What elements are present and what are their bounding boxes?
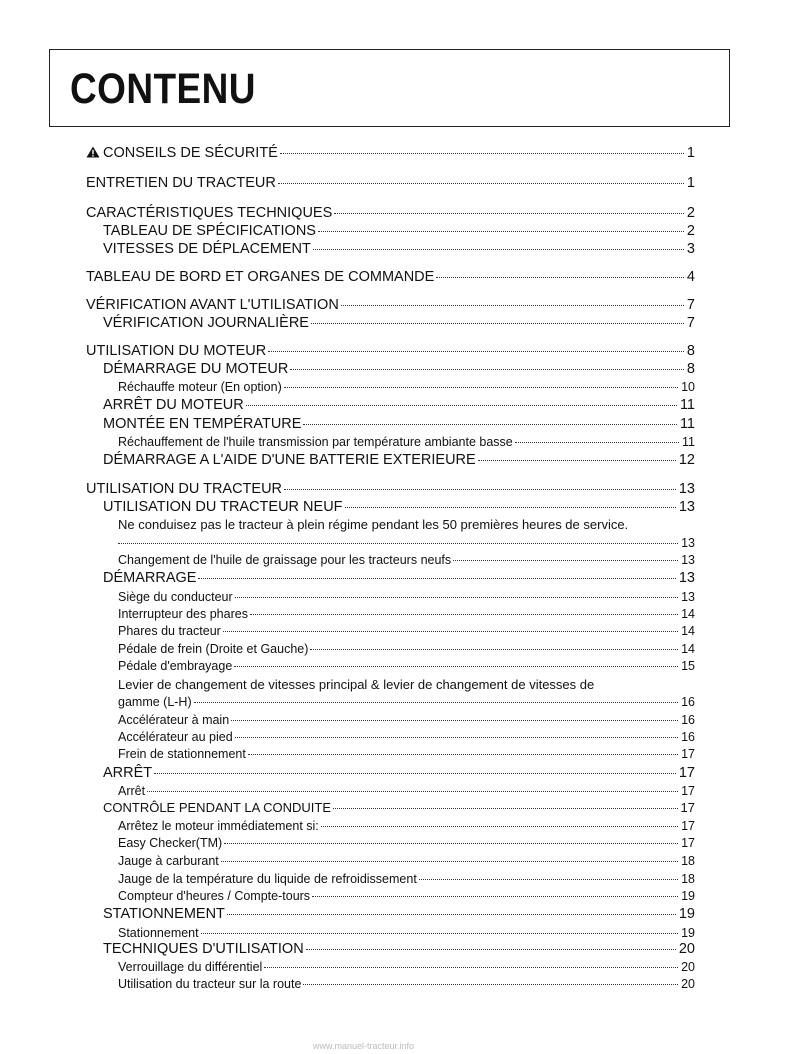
toc-entry-label: STATIONNEMENT	[103, 906, 225, 922]
toc-entry-label: ARRÊT DU MOTEUR	[103, 397, 244, 413]
toc-entry[interactable]	[86, 145, 695, 161]
dot-leader	[284, 387, 678, 388]
dot-leader	[333, 808, 678, 809]
toc-entry[interactable]	[118, 624, 695, 638]
toc-entry-label: Phares du tracteur	[118, 624, 221, 638]
toc-entry-label: DÉMARRAGE A L'AIDE D'UNE BATTERIE EXTERIEURE	[103, 452, 476, 468]
toc-entry[interactable]	[118, 713, 695, 727]
toc-entry-label: VÉRIFICATION AVANT L'UTILISATION	[86, 297, 339, 313]
toc-entry-label: Réchauffe moteur (En option)	[118, 380, 282, 394]
toc-page-number: 14	[681, 607, 695, 621]
toc-entry[interactable]	[118, 926, 695, 940]
toc-entry-label: TABLEAU DE BORD ET ORGANES DE COMMANDE	[86, 269, 435, 285]
toc-entry-label: Verrouillage du différentiel	[118, 960, 263, 974]
toc-entry[interactable]	[118, 836, 695, 850]
toc-entry[interactable]	[86, 481, 695, 497]
toc-page-number: 20	[678, 941, 695, 957]
toc-entry-label: UTILISATION DU MOTEUR	[86, 343, 267, 359]
dot-leader	[280, 153, 684, 154]
toc-page-number: 10	[681, 380, 695, 394]
toc-entry[interactable]	[118, 380, 695, 394]
toc-page-number: 19	[681, 926, 695, 940]
toc-entry[interactable]	[118, 819, 695, 833]
toc-entry[interactable]	[118, 784, 695, 798]
toc-page-number: 13	[681, 536, 695, 550]
toc-entry[interactable]	[103, 223, 695, 239]
dot-leader	[235, 737, 678, 738]
dot-leader	[341, 305, 684, 306]
toc-entry[interactable]	[86, 205, 695, 221]
dot-leader	[250, 614, 678, 615]
toc-entry[interactable]	[86, 343, 695, 359]
dot-leader	[306, 949, 676, 950]
toc-entry[interactable]	[103, 397, 695, 413]
toc-entry-label: TECHNIQUES D'UTILISATION	[103, 941, 304, 957]
dot-leader	[310, 649, 678, 650]
toc-entry-label: Utilisation du tracteur sur la route	[118, 977, 302, 991]
toc-entry-label[interactable]: Levier de changement de vitesses principal & levier de changement de vitesses de	[118, 677, 595, 692]
dot-leader	[478, 460, 676, 461]
toc-entry-label: TABLEAU DE SPÉCIFICATIONS	[103, 223, 316, 239]
toc-entry-label: ENTRETIEN DU TRACTEUR	[86, 175, 276, 191]
dot-leader	[318, 231, 684, 232]
dot-leader	[147, 791, 678, 792]
toc-entry[interactable]	[118, 889, 695, 903]
toc-page-number: 16	[681, 730, 695, 744]
dot-leader	[419, 879, 678, 880]
dot-leader	[224, 843, 678, 844]
toc-entry[interactable]	[118, 659, 695, 673]
toc-entry[interactable]	[118, 872, 695, 886]
dot-leader	[515, 442, 679, 443]
dot-leader	[198, 578, 675, 579]
toc-page-number: 19	[681, 889, 695, 903]
toc-entry-label: Arrêtez le moteur immédiatement si:	[118, 819, 319, 833]
toc-page-number: 17	[681, 819, 695, 833]
dot-leader	[221, 861, 678, 862]
dot-leader	[290, 369, 684, 370]
toc-entry[interactable]	[86, 175, 695, 191]
toc-page-number: 13	[678, 481, 695, 497]
toc-entry[interactable]	[118, 607, 695, 621]
toc-page-number: 16	[681, 713, 695, 727]
toc-page-number: 16	[681, 695, 695, 709]
toc-page-number: 18	[681, 872, 695, 886]
toc-page-number: 8	[686, 361, 695, 377]
dot-leader	[154, 773, 676, 774]
toc-entry-label: DÉMARRAGE DU MOTEUR	[103, 361, 289, 377]
toc-entry[interactable]	[118, 977, 695, 991]
toc-page-number: 17	[680, 800, 695, 815]
toc-entry[interactable]	[86, 297, 695, 313]
toc-entry[interactable]	[118, 695, 695, 709]
toc-page-number: 17	[678, 765, 695, 781]
toc-entry[interactable]	[103, 941, 695, 957]
toc-entry-label: Compteur d'heures / Compte-tours	[118, 889, 311, 903]
toc-page-number: 20	[681, 960, 695, 974]
toc-entry-label: CONSEILS DE SÉCURITÉ	[103, 145, 278, 161]
dot-leader	[246, 405, 677, 406]
toc-page-number: 14	[681, 624, 695, 638]
toc-entry-label: Easy Checker(TM)	[118, 836, 223, 850]
dot-leader	[118, 543, 678, 544]
toc-page-number: 17	[681, 784, 695, 798]
toc-page-number: 3	[686, 241, 695, 257]
toc-entry-label: gamme (L-H)	[118, 695, 192, 709]
toc-page-number: 12	[678, 452, 695, 468]
dot-leader	[303, 984, 678, 985]
toc-entry[interactable]	[118, 536, 695, 550]
dot-leader	[227, 914, 676, 915]
toc-entry-label: Jauge de la température du liquide de refroidissement	[118, 872, 417, 886]
toc-page-number: 8	[686, 343, 695, 359]
dot-leader	[268, 351, 684, 352]
toc-entry[interactable]	[103, 800, 695, 815]
toc-page-number: 13	[681, 590, 695, 604]
toc-page-number: 4	[686, 269, 695, 285]
toc-entry-label: UTILISATION DU TRACTEUR	[86, 481, 283, 497]
toc-page-number: 11	[679, 397, 695, 413]
website-watermark: www.manuel-tracteur.info	[313, 1041, 415, 1051]
toc-entry[interactable]	[103, 416, 695, 432]
dot-leader	[235, 597, 678, 598]
toc-entry-label: CARACTÉRISTIQUES TECHNIQUES	[86, 205, 333, 221]
toc-entry-label: ARRÊT	[103, 765, 153, 781]
toc-page-number: 20	[681, 977, 695, 991]
toc-page-number: 1	[686, 175, 695, 191]
page-title: CONTENU	[70, 65, 256, 113]
dot-leader	[313, 249, 684, 250]
toc-entry-label: UTILISATION DU TRACTEUR NEUF	[103, 499, 343, 515]
toc-page-number: 17	[681, 836, 695, 850]
toc-entry[interactable]	[118, 730, 695, 744]
dot-leader	[284, 489, 676, 490]
toc-page-number: 15	[681, 659, 695, 673]
dot-leader	[234, 666, 678, 667]
toc-entry-label: Jauge à carburant	[118, 854, 219, 868]
toc-entry-label: Accélérateur au pied	[118, 730, 233, 744]
dot-leader	[278, 183, 684, 184]
toc-entry[interactable]	[118, 854, 695, 868]
toc-entry-label: Accélérateur à main	[118, 713, 230, 727]
toc-entry-label: Stationnement	[118, 926, 199, 940]
toc-entry-label[interactable]: Ne conduisez pas le tracteur à plein régime pendant les 50 premières heures de service.	[118, 517, 629, 532]
toc-page-number: 18	[681, 854, 695, 868]
toc-page-number: 11	[682, 435, 695, 449]
toc-entry[interactable]	[103, 570, 695, 586]
dot-leader	[201, 933, 678, 934]
toc-entry-label: Interrupteur des phares	[118, 607, 248, 621]
dot-leader	[248, 754, 678, 755]
toc-entry-label: Siège du conducteur	[118, 590, 233, 604]
toc-entry-label: Pédale de frein (Droite et Gauche)	[118, 642, 309, 656]
toc-page-number: 1	[686, 145, 695, 161]
toc-entry-label: Arrêt	[118, 784, 146, 798]
toc-page-number: 19	[678, 906, 695, 922]
dot-leader	[436, 277, 684, 278]
toc-page-number: 7	[686, 315, 695, 331]
toc-entry-label: Frein de stationnement	[118, 747, 246, 761]
toc-entry[interactable]	[103, 241, 695, 257]
toc-entry[interactable]	[86, 269, 695, 285]
toc-entry[interactable]	[103, 906, 695, 922]
toc-entry-label: MONTÉE EN TEMPÉRATURE	[103, 416, 302, 432]
dot-leader	[321, 826, 678, 827]
title-box	[49, 49, 730, 127]
dot-leader	[264, 967, 678, 968]
toc-page-number: 7	[686, 297, 695, 313]
toc-entry[interactable]	[118, 435, 695, 449]
toc-page-number: 14	[681, 642, 695, 656]
dot-leader	[312, 896, 678, 897]
toc-page-number: 13	[681, 553, 695, 567]
toc-page-number: 13	[678, 570, 695, 586]
dot-leader	[334, 213, 684, 214]
toc-page-number: 13	[678, 499, 695, 515]
toc-entry-label: Changement de l'huile de graissage pour les tracteurs neufs	[118, 553, 452, 567]
dot-leader	[303, 424, 676, 425]
toc-entry-label: DÉMARRAGE	[103, 570, 197, 586]
dot-leader	[194, 702, 678, 703]
toc-entry[interactable]	[103, 452, 695, 468]
toc-entry[interactable]	[118, 747, 695, 761]
toc-entry[interactable]	[103, 315, 695, 331]
toc-entry[interactable]	[118, 553, 695, 567]
toc-entry[interactable]	[103, 765, 695, 781]
toc-entry-label: VITESSES DE DÉPLACEMENT	[103, 241, 311, 257]
dot-leader	[453, 560, 678, 561]
toc-entry[interactable]	[103, 361, 695, 377]
toc-entry-label: Réchauffement de l'huile transmission par température ambiante basse	[118, 435, 513, 449]
toc-entry[interactable]	[103, 499, 695, 515]
dot-leader	[231, 720, 678, 721]
toc-entry-label: CONTRÔLE PENDANT LA CONDUITE	[103, 800, 332, 815]
toc-entry[interactable]	[118, 960, 695, 974]
toc-entry-label: Pédale d'embrayage	[118, 659, 233, 673]
toc-entry[interactable]	[118, 642, 695, 656]
warning-triangle-icon	[86, 146, 100, 162]
dot-leader	[223, 631, 678, 632]
toc-page-number: 17	[681, 747, 695, 761]
dot-leader	[311, 323, 684, 324]
toc-entry[interactable]	[118, 590, 695, 604]
toc-page-number: 2	[686, 223, 695, 239]
toc-entry-label: VÉRIFICATION JOURNALIÈRE	[103, 315, 309, 331]
toc-page-number: 11	[679, 416, 695, 432]
dot-leader	[345, 507, 676, 508]
toc-page-number: 2	[686, 205, 695, 221]
